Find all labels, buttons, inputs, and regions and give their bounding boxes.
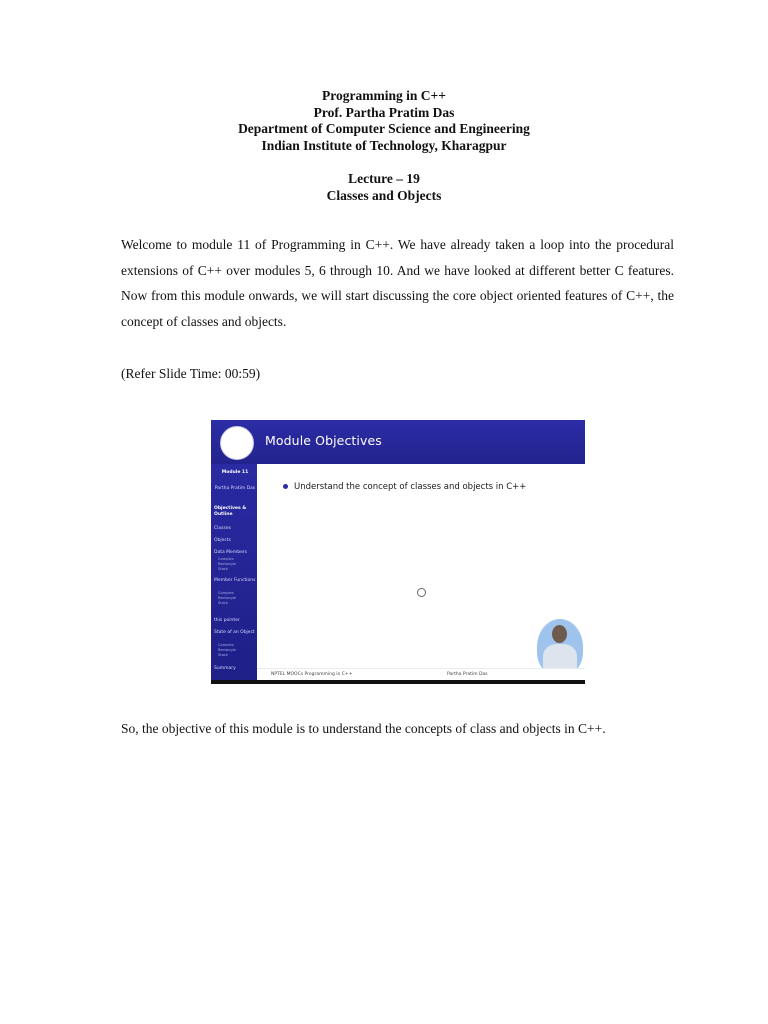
sidebar-subitem-rectangle: Rectangle xyxy=(218,562,236,566)
footer-author: Partha Pratim Das xyxy=(447,672,488,677)
objective-text: Understand the concept of classes and objects in C++ xyxy=(294,482,527,492)
slide-title: Module Objectives xyxy=(265,433,382,448)
sidebar-item-state: State of an Object xyxy=(214,630,255,635)
sidebar-item-summary: Summary xyxy=(214,666,236,671)
slide-header xyxy=(211,420,585,464)
institute-logo-icon xyxy=(220,426,254,460)
department-name: Department of Computer Science and Engineering xyxy=(238,121,530,136)
sidebar-subitem-rectangle: Rectangle xyxy=(218,596,236,600)
sidebar-subitem-stack: Stack xyxy=(218,653,228,657)
sidebar-subitem-stack: Stack xyxy=(218,567,228,571)
presenter-head xyxy=(552,625,567,643)
sidebar-author: Partha Pratim Das xyxy=(214,486,256,491)
objective-bullet xyxy=(283,482,526,492)
intro-paragraph: Welcome to module 11 of Programming in C++. We have already taken a loop into the procedural extensions of C++ over modules 5, 6 through 10. And we have looked at different better C features. Now from this module onwards, we will start discussing the core object oriented features of C++, the concept of classes and objects. xyxy=(121,237,674,329)
slide-image xyxy=(211,420,585,684)
slide-time-reference: (Refer Slide Time: 00:59) xyxy=(121,366,261,381)
slide-sidebar xyxy=(211,464,257,680)
footer-course: NPTEL MOOCs Programming in C++ xyxy=(271,672,353,677)
lecture-number: Lecture – 19 xyxy=(348,171,420,186)
sidebar-item-data-members: Data Members xyxy=(214,550,248,555)
sidebar-item-objectives: Objectives & Outline xyxy=(214,506,247,517)
course-title: Programming in C++ xyxy=(322,88,446,103)
lecture-topic: Classes and Objects xyxy=(326,187,442,203)
professor-name: Prof. Partha Pratim Das xyxy=(313,104,455,120)
slide-bottom-border xyxy=(211,680,585,684)
objective-paragraph: So, the objective of this module is to understand the concepts of class and objects in C++. xyxy=(121,721,606,736)
cursor-icon xyxy=(417,588,426,597)
institute-name: Indian Institute of Technology, Kharagpur xyxy=(261,137,507,153)
sidebar-subitem-complex: Complex xyxy=(218,591,234,595)
sidebar-module: Module 11 xyxy=(221,470,249,475)
presenter-video-thumbnail xyxy=(537,619,583,675)
sidebar-item-this-pointer: this pointer xyxy=(214,618,240,623)
sidebar-subitem-complex: Complex xyxy=(218,557,234,561)
bullet-icon xyxy=(283,484,288,489)
sidebar-subitem-stack: Stack xyxy=(218,601,228,605)
sidebar-subitem-complex: Complex xyxy=(218,643,234,647)
lecture-header xyxy=(0,88,768,204)
sidebar-item-member-functions: Member Functions xyxy=(214,578,256,583)
sidebar-item-classes: Classes xyxy=(214,526,231,531)
sidebar-item-objects: Objects xyxy=(214,538,232,543)
sidebar-subitem-rectangle: Rectangle xyxy=(218,648,236,652)
